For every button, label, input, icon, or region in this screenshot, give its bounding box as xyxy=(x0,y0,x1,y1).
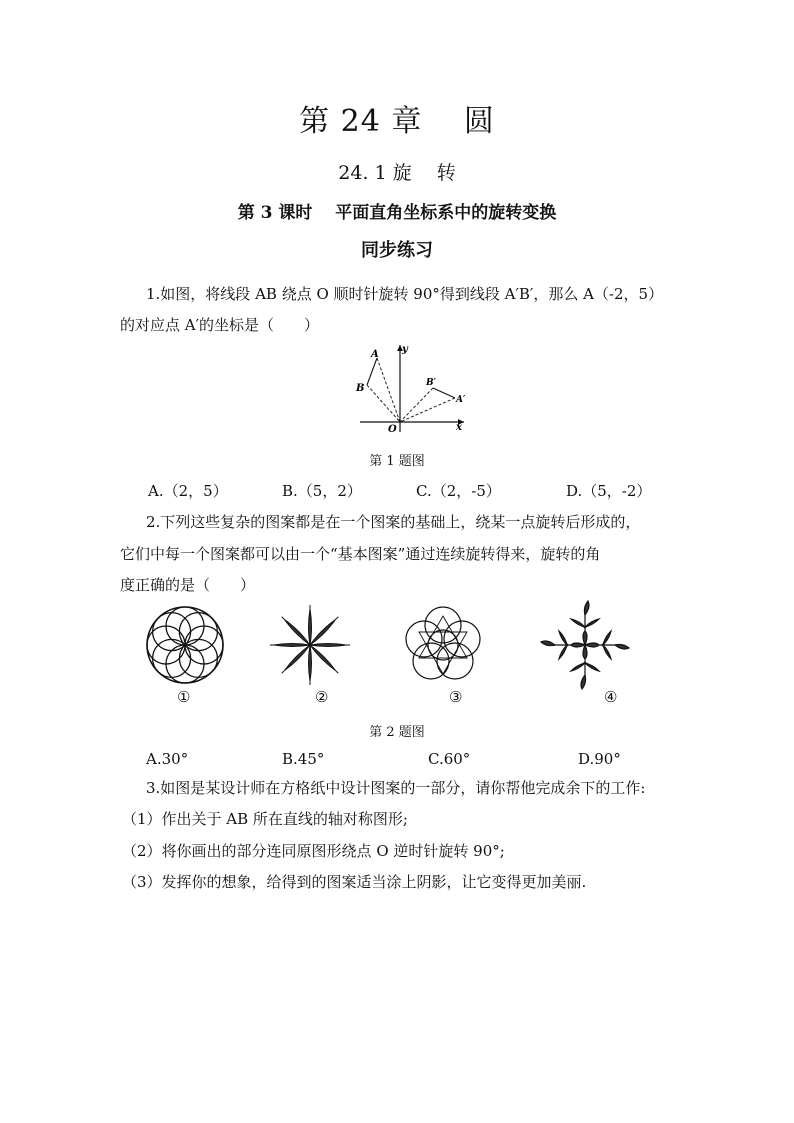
q2-line-2: 它们中每一个图案都可以由一个“基本图案”通过连续旋转得来，旋转的角 xyxy=(120,545,601,563)
q2-option-b: B.45° xyxy=(282,750,325,768)
q1-line-1: 1.如图，将线段 AB 绕点 O 顺时针旋转 90°得到线段 A′B′，那么 A（-2，5） xyxy=(146,285,664,303)
pattern-label-3: ③ xyxy=(449,688,463,706)
pattern-1-rosette xyxy=(140,600,230,690)
dashed-OA-prime xyxy=(400,398,455,422)
chapter-title: 第 24 章 圆 xyxy=(299,104,495,139)
q3-item-3: （3）发挥你的想象，给得到的图案适当涂上阴影，让它变得更加美丽. xyxy=(122,873,587,891)
q3-item-1: （1）作出关于 AB 所在直线的轴对称图形; xyxy=(122,810,408,828)
label-A-prime: A′ xyxy=(456,395,466,405)
label-B: B xyxy=(356,383,365,394)
q1-option-c: C.（2，-5） xyxy=(416,482,501,500)
label-y: y xyxy=(402,344,408,355)
pattern-4-snowflake xyxy=(540,600,630,690)
q2-line-1: 2.下列这些复杂的图案都是在一个图案的基础上，绕某一点旋转后形成的， xyxy=(146,513,641,531)
q2-caption: 第 2 题图 xyxy=(369,725,425,740)
q2-option-c: C.60° xyxy=(428,750,471,768)
q2-option-d: D.90° xyxy=(578,750,621,768)
pattern-2-starburst xyxy=(265,600,355,690)
q1-coordinate-figure xyxy=(348,340,478,435)
pattern-3-flower xyxy=(396,598,490,692)
label-A: A xyxy=(371,349,379,360)
pattern-label-1: ① xyxy=(177,688,191,706)
practice-title: 同步练习 xyxy=(361,240,433,261)
pattern-label-2: ② xyxy=(315,688,329,706)
q2-line-3: 度正确的是（ ） xyxy=(120,576,256,594)
dashed-OB xyxy=(367,385,400,422)
q2-option-a: A.30° xyxy=(146,750,189,768)
label-x: x xyxy=(456,422,462,433)
section-title: 24. 1 旋 转 xyxy=(338,162,456,184)
q1-option-b: B.（5，2） xyxy=(282,482,362,500)
dashed-OB-prime xyxy=(400,388,433,422)
q1-caption: 第 1 题图 xyxy=(369,454,425,469)
segment-AB xyxy=(367,358,377,385)
q1-option-a: A.（2，5） xyxy=(148,482,228,500)
q1-line-2: 的对应点 A′的坐标是（ ） xyxy=(120,316,320,334)
pattern-label-4: ④ xyxy=(604,688,618,706)
segment-A-prime-B-prime xyxy=(433,388,455,398)
label-O: O xyxy=(388,424,397,435)
q3-line-1: 3.如图是某设计师在方格纸中设计图案的一部分，请你帮他完成余下的工作: xyxy=(146,779,646,797)
lesson-title: 第 3 课时 平面直角坐标系中的旋转变换 xyxy=(237,203,557,223)
label-B-prime: B′ xyxy=(426,378,436,388)
q3-item-2: （2）将你画出的部分连同原图形绕点 O 逆时针旋转 90°; xyxy=(122,842,505,860)
q1-option-d: D.（5，-2） xyxy=(566,482,652,500)
dashed-OA xyxy=(377,358,400,422)
